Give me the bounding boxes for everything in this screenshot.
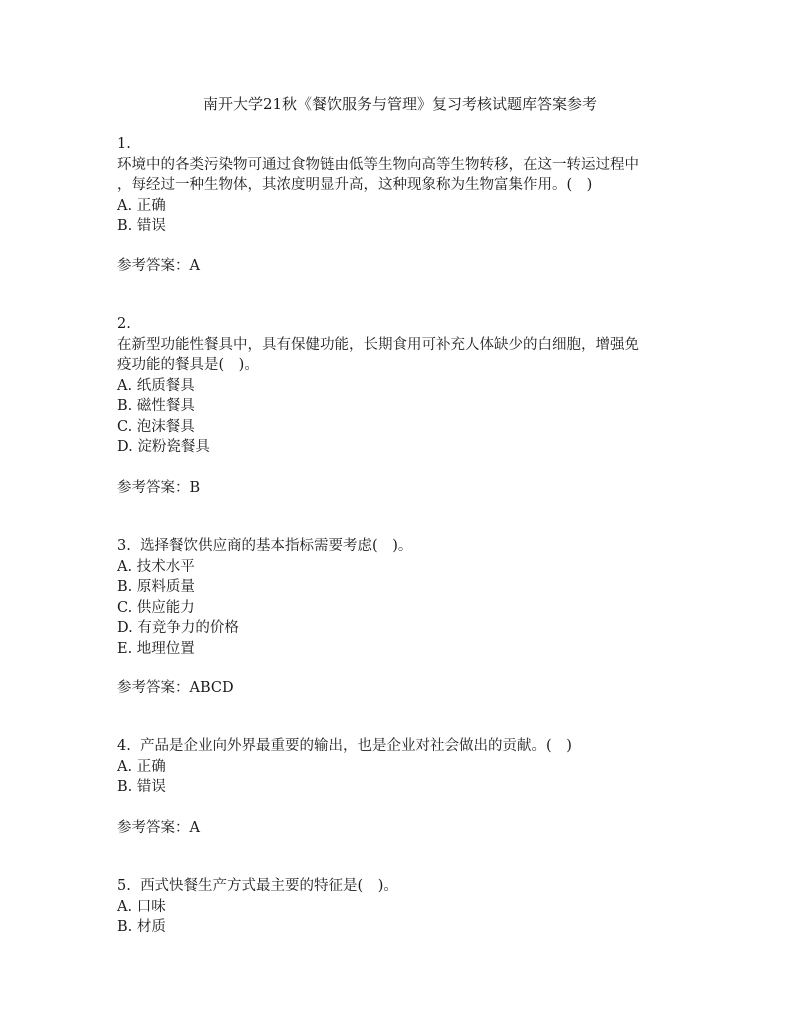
document-title: 南开大学21秋《餐饮服务与管理》复习考核试题库答案参考 (202, 95, 598, 113)
question-5 (117, 876, 697, 938)
question-stem-text: 西式快餐生产方式最主要的特征是( )。 (140, 878, 398, 894)
option-b: B. 材质 (117, 919, 166, 935)
question-stem (117, 536, 697, 557)
option-d: D. 淀粉瓷餐具 (117, 439, 210, 455)
question-stem (117, 736, 697, 757)
question-stem (117, 876, 697, 897)
question-number: 4. (117, 738, 131, 754)
question-stem-text: 产品是企业向外界最重要的输出，也是企业对社会做出的贡献。( ) (140, 738, 572, 754)
option-a: A. 口味 (117, 898, 166, 915)
question-number: 5. (117, 878, 131, 894)
option-c: C. 供应能力 (117, 599, 195, 616)
question-stem-line: 疫功能的餐具是( )。 (117, 357, 259, 373)
option-e: E. 地理位置 (117, 640, 195, 657)
question-number: 1. (117, 136, 131, 152)
answer-2: 参考答案：B (117, 480, 201, 496)
option-b: B. 错误 (117, 218, 166, 234)
answer-1: 参考答案：A (117, 258, 200, 274)
option-b: B. 磁性餐具 (117, 398, 195, 414)
question-2 (117, 314, 697, 458)
option-b: B. 原料质量 (117, 579, 195, 595)
question-stem-text: 选择餐饮供应商的基本指标需要考虑( )。 (140, 538, 413, 554)
question-1 (117, 134, 697, 237)
option-a: A. 正确 (117, 758, 166, 775)
option-d: D. 有竞争力的价格 (117, 620, 239, 636)
option-a: A. 纸质餐具 (117, 377, 195, 394)
option-b: B. 错误 (117, 779, 166, 795)
option-a: A. 正确 (117, 197, 166, 214)
question-number: 3. (117, 538, 131, 554)
question-stem-line: 在新型功能性餐具中，具有保健功能，长期食用可补充人体缺少的白细胞，增强免 (117, 336, 639, 353)
question-3 (117, 536, 697, 659)
answer-4: 参考答案：A (117, 820, 200, 836)
question-4 (117, 736, 697, 798)
answer-3: 参考答案：ABCD (117, 680, 234, 696)
question-number: 2. (117, 316, 131, 332)
question-stem-line: ，每经过一种生物体，其浓度明显升高，这种现象称为生物富集作用。( ) (117, 177, 593, 193)
question-stem-line: 环境中的各类污染物可通过食物链由低等生物向高等生物转移，在这一转运过程中 (117, 156, 639, 173)
option-c: C. 泡沫餐具 (117, 418, 195, 435)
option-a: A. 技术水平 (117, 558, 195, 575)
